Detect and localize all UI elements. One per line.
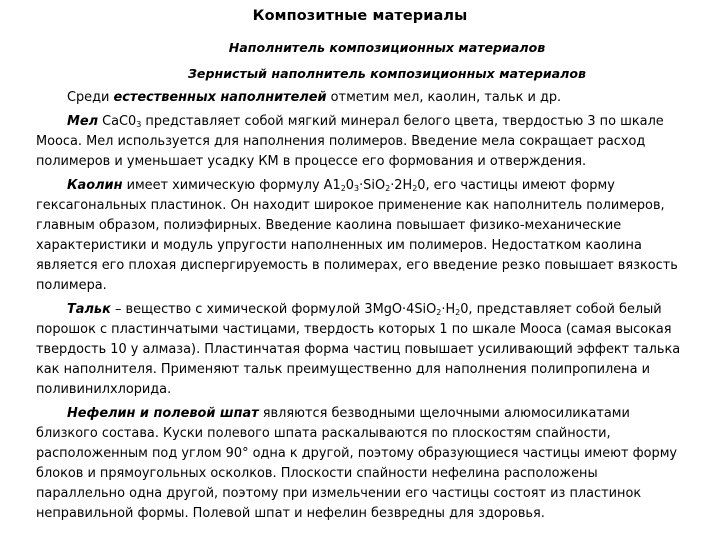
kaolin-text-a: имеет химическую формулу A1 — [122, 178, 341, 193]
talc-sub-2: 2 — [455, 308, 461, 317]
talc-text-c: 0, представляет собой белый порошок с пластинчатыми частицами, твердость которых 1 по шкале Мооса (самая высокая твердость 10 у алмаза). Пластинчатая форма частиц повышает усиливающий эффект талька как наполнителя. Применяют тальк преимущественно для наполнения полипропилена и поливинилхлорида. — [36, 302, 681, 397]
talc-text-a: – вещество с химической формулой 3MgO·4SiO — [110, 302, 437, 317]
intro-post: отметим мел, каолин, тальк и др. — [326, 90, 562, 105]
intro-pre: Среди — [67, 90, 114, 105]
term-chalk: Мел — [67, 114, 99, 129]
paragraph-chalk — [36, 112, 688, 172]
talc-text-b: ·H — [441, 302, 456, 317]
talc-sub-1: 2 — [436, 308, 442, 317]
kaolin-text-b: 0 — [345, 178, 354, 193]
page-title: Композитные материалы — [252, 8, 468, 24]
paragraph-intro — [36, 88, 688, 108]
kaolin-sub-1: 2 — [340, 184, 346, 193]
kaolin-text-c: ·SiO — [359, 178, 386, 193]
paragraph-nepheline — [36, 404, 688, 524]
kaolin-sub-2: 3 — [353, 184, 360, 193]
kaolin-sub-3: 2 — [385, 184, 391, 193]
paragraph-talc — [36, 300, 688, 400]
term-kaolin: Каолин — [67, 178, 123, 193]
subsection-heading: Зернистый наполнитель композиционных материалов — [187, 66, 587, 81]
kaolin-text-e: 0, его частицы имеют форму гексагональных пластинок. Он находит широкое применение как наполнитель полимеров, главным образом, полиэфирных. Введение каолина повышает физико-механические характеристики и модуль упругости наполненных им полимеров. Недостатком каолина является его плохая диспергируемость в полимерах, его введение резко повышает вязкость полимера. — [36, 178, 678, 293]
document-body — [36, 88, 688, 528]
nepheline-text: являются безводными щелочными алюмосиликатами близкого состава. Куски полевого шпата раскалываются по плоскостям спайности, расположенным под углом 90° одна к другой, поэтому образующиеся частицы имеют форму блоков и прямоугольных осколков. Плоскости спайности нефелина расположены параллельно одна другой, поэтому при измельчении его частицы состоят из пластинок неправильной формы. Полевой шпат и нефелин безвредны для здоровья. — [36, 406, 678, 521]
chalk-formula-sub: 3 — [136, 120, 142, 129]
kaolin-text-d: ·2H — [390, 178, 413, 193]
term-talc: Тальк — [67, 302, 111, 317]
section-heading: Наполнитель композиционных материалов — [228, 40, 546, 55]
term-natural-fillers: естественных наполнителей — [113, 90, 327, 105]
kaolin-sub-4: 2 — [412, 184, 418, 193]
paragraph-kaolin — [36, 176, 688, 296]
chalk-formula: CaC0 — [98, 114, 137, 129]
term-nepheline-feldspar: Нефелин и полевой шпат — [67, 406, 259, 421]
chalk-text: представляет собой мягкий минерал белого цвета, твердостью 3 по шкале Мооса. Мел используется для наполнения полимеров. Введение мела сокращает расход полимеров и уменьшает усадку КМ в процессе его формования и отверждения. — [36, 114, 664, 169]
